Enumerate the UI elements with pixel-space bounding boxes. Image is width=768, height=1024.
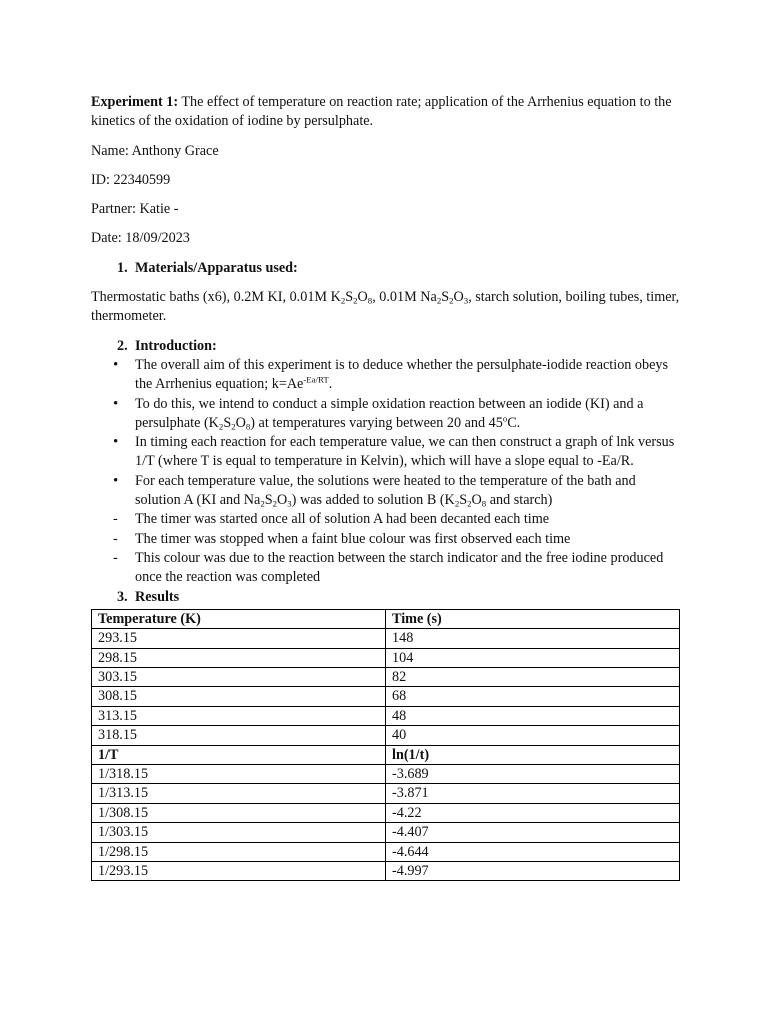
section-title: Introduction:	[135, 337, 217, 354]
table-cell: -3.871	[386, 784, 680, 803]
table-cell: 313.15	[92, 706, 386, 725]
list-item: - This colour was due to the reaction between the starch indicator and the free iodine produced once the reaction was completed	[113, 549, 664, 586]
table-cell: 303.15	[92, 668, 386, 687]
table-cell: 82	[386, 668, 680, 687]
dash-marker: -	[113, 511, 118, 528]
table-cell: -4.644	[386, 842, 680, 861]
section-materials-heading	[91, 259, 681, 278]
bullet-marker: •	[113, 356, 119, 373]
table-cell: -4.407	[386, 823, 680, 842]
section-number: 3.	[117, 588, 128, 605]
list-item: - The timer was stopped when a faint blue colour was first observed each time	[91, 530, 681, 549]
section-number: 1.	[117, 259, 128, 276]
table-cell: 148	[386, 629, 680, 648]
list-item: • For each temperature value, the solutions were heated to the temperature of the bath and solution A (KI and $Na_2S_2O_3$) was added to solution B ($K_2S_2O_8$ and starch)	[113, 472, 636, 509]
table-cell: 293.15	[92, 629, 386, 648]
table-cell: 1/298.15	[92, 842, 386, 861]
list-item: • To do this, we intend to conduct a simple oxidation reaction between an iodide (KI) and a persulphate $(K_2S_2O_8)$ at temperatures varying between 20 and 45$^o$C.	[113, 395, 644, 432]
section-title: Materials/Apparatus used:	[135, 259, 298, 276]
table-cell: 68	[386, 687, 680, 706]
bullet-marker: •	[113, 434, 119, 451]
table-header-cell: ln(1/t)	[386, 745, 680, 764]
table-header-cell: Time (s)	[386, 609, 680, 628]
table-row	[92, 629, 680, 648]
list-item: - The timer was started once all of solution A had been decanted each time	[91, 510, 681, 529]
dash-marker: -	[113, 530, 118, 547]
bullet-marker: •	[113, 395, 119, 412]
table-row	[92, 803, 680, 822]
experiment-label: Experiment 1:	[91, 94, 179, 110]
table-cell: 104	[386, 648, 680, 667]
table-cell: 318.15	[92, 726, 386, 745]
table-row	[92, 861, 680, 880]
materials-list: Thermostatic baths (x6), 0.2M KI, 0.01M $K_2S_2O_8$, 0.01M $Na_2S_2O_3$, starch solution, boiling tubes, timer, thermometer.	[91, 289, 680, 325]
section-title: Results	[135, 588, 180, 605]
results-table	[91, 609, 680, 881]
table-cell: 1/308.15	[92, 803, 386, 822]
table-row	[92, 706, 680, 725]
experiment-description: The effect of temperature on reaction rate; application of the Arrhenius equation to the kinetics of the oxidation of iodine by persulphate.	[91, 94, 672, 130]
document-page	[91, 93, 681, 881]
student-id: ID: 22340599	[91, 171, 171, 188]
table-header-row	[92, 745, 680, 764]
table-row	[92, 784, 680, 803]
experiment-date: Date: 18/09/2023	[91, 230, 190, 247]
table-header-cell: 1/T	[92, 745, 386, 764]
bullet-marker: •	[113, 472, 119, 489]
lab-partner: Partner: Katie -	[91, 201, 179, 218]
experiment-title	[91, 93, 681, 132]
student-name: Name: Anthony Grace	[91, 142, 219, 159]
table-header-cell: Temperature (K)	[92, 609, 386, 628]
section-introduction-heading	[91, 337, 681, 356]
list-item: • The overall aim of this experiment is to deduce whether the persulphate-iodide reaction obeys the Arrhenius equation; $k=Ae^{-Ea/RT}$.	[113, 356, 669, 393]
table-cell: 308.15	[92, 687, 386, 706]
table-row	[92, 648, 680, 667]
table-cell: 48	[386, 706, 680, 725]
section-number: 2.	[117, 337, 128, 354]
table-row	[92, 764, 680, 783]
table-cell: 1/313.15	[92, 784, 386, 803]
table-row	[92, 668, 680, 687]
dash-marker: -	[113, 549, 118, 566]
table-row	[92, 842, 680, 861]
table-row	[92, 823, 680, 842]
table-cell: -3.689	[386, 764, 680, 783]
table-header-row	[92, 609, 680, 628]
table-cell: 1/293.15	[92, 861, 386, 880]
table-cell: 40	[386, 726, 680, 745]
table-row	[92, 687, 680, 706]
table-cell: -4.22	[386, 803, 680, 822]
introduction-list	[91, 356, 681, 588]
section-results-heading	[91, 588, 681, 607]
table-cell: -4.997	[386, 861, 680, 880]
table-cell: 1/303.15	[92, 823, 386, 842]
list-item: • In timing each reaction for each temperature value, we can then construct a graph of lnk versus 1/T (where T is equal to temperature in Kelvin), which will have a slope equal to -Ea/R.	[113, 434, 675, 470]
table-cell: 1/318.15	[92, 764, 386, 783]
table-row	[92, 726, 680, 745]
table-cell: 298.15	[92, 648, 386, 667]
